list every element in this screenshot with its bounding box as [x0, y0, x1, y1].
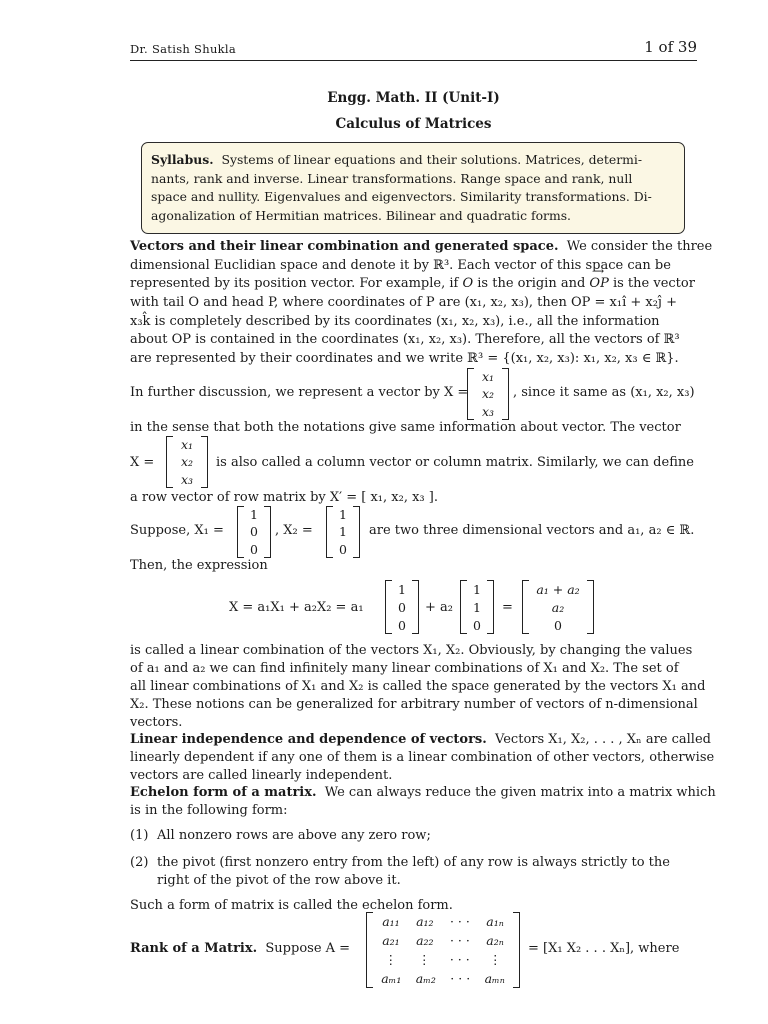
paragraph-line: a row vector of row matrix by X′ = [ x₁, x₂, x₃ ].: [130, 490, 438, 505]
matrix-entry: 1: [339, 524, 347, 540]
expr-matrix-3: [522, 580, 594, 634]
section-heading: Rank of a Matrix.: [130, 941, 258, 956]
syllabus-line: agonalization of Hermitian matrices. Bilinear and quadratic forms.: [151, 207, 571, 223]
matrix-entry: · · ·: [449, 933, 470, 948]
list-item: All nonzero rows are above any zero row;: [157, 828, 431, 843]
text: We consider the three: [566, 239, 713, 254]
paragraph-line: Then, the expression: [130, 558, 268, 573]
paragraph-line: all linear combinations of X₁ and X₂ is called the space generated by the vectors X₁ and: [130, 679, 706, 694]
matrix-entry: x₃: [180, 471, 194, 487]
math: O: [462, 276, 474, 291]
section-heading: Linear independence and dependence of vectors.: [130, 732, 487, 747]
column-vector-matrix: [166, 436, 208, 488]
text: [130, 941, 350, 956]
text: =: [502, 600, 513, 615]
vector-op: → OP: [589, 275, 608, 294]
matrix-entry: a₂₂: [416, 933, 434, 948]
syllabus-line: nants, rank and inverse. Linear transformations. Range space and rank, null: [151, 170, 633, 186]
syllabus-box: [141, 142, 685, 234]
matrix-entry: 0: [554, 617, 562, 633]
matrix-entry: 0: [250, 524, 258, 540]
matrix-entry: 0: [339, 541, 347, 557]
page-number: 1 of 39: [644, 38, 697, 56]
syllabus-text: Systems of linear equations and their solutions. Matrices, determi-: [221, 152, 643, 167]
paragraph-line: [130, 731, 711, 750]
matrix-entry: x₁: [481, 369, 495, 385]
matrix-entry: a₁ₙ: [486, 914, 504, 929]
text: Suppose A =: [265, 941, 351, 956]
equation-lhs: X = a₁X₁ + a₂X₂ = a₁: [229, 600, 364, 615]
x1-matrix: [237, 506, 271, 558]
text: Suppose, X₁ =: [130, 523, 224, 538]
text: Vectors X₁, X₂, . . . , Xₙ are called: [495, 732, 711, 747]
text: is the vector: [608, 276, 695, 291]
text: + a₂: [425, 600, 453, 615]
paragraph-line: with tail O and head P, where coordinates of P are (x₁, x₂, x₃), then OP = x₁î + x₂ĵ +: [130, 295, 677, 310]
text: We can always reduce the given matrix into a matrix which: [324, 785, 716, 800]
paragraph-line: [130, 238, 713, 257]
text: is also called a column vector or column matrix. Similarly, we can define: [216, 455, 694, 470]
matrix-entry: · · ·: [449, 952, 470, 967]
syllabus-line: [151, 151, 675, 170]
expr-matrix-1: [385, 580, 419, 634]
author-name: Dr. Satish Shukla: [130, 42, 237, 56]
matrix-entry: 0: [398, 599, 406, 615]
matrix-entry: 1: [250, 507, 258, 523]
matrix-entry: a₁₂: [416, 914, 434, 929]
rank-matrix: [366, 912, 520, 988]
matrix-entry: 1: [473, 581, 481, 597]
paragraph-line: Such a form of matrix is called the echelon form.: [130, 898, 453, 913]
text: , X₂ =: [275, 523, 313, 538]
matrix-entry: ⋮: [384, 952, 398, 967]
vector-matrix: [467, 368, 509, 420]
paragraph-line: vectors are called linearly independent.: [130, 768, 393, 783]
topic-title: Calculus of Matrices: [335, 116, 492, 132]
list-number: (2): [130, 855, 149, 870]
list-number: (1): [130, 828, 149, 843]
course-title: Engg. Math. II (Unit-I): [327, 90, 500, 106]
matrix-entry: 1: [473, 599, 481, 615]
paragraph-line: vectors.: [130, 715, 183, 730]
paragraph-line: [130, 784, 716, 803]
matrix-entry: · · ·: [450, 971, 471, 986]
matrix-entry: · · ·: [449, 914, 470, 929]
matrix-entry: x₁: [180, 437, 194, 453]
syllabus-line: space and nullity. Eigenvalues and eigenvectors. Similarity transformations. Di-: [151, 189, 652, 205]
paragraph-line: is in the following form:: [130, 803, 288, 818]
matrix-entry: aₘ₂: [415, 971, 436, 986]
text: represented by its position vector. For example, if: [130, 276, 463, 291]
paragraph-line: about OP is contained in the coordinates (x₁, x₂, x₃). Therefore, all the vectors of ℝ³: [130, 332, 680, 347]
text: = [X₁ X₂ . . . Xₙ], where: [528, 941, 680, 956]
matrix-entry: 1: [398, 581, 406, 597]
paragraph-line: x₃k̂ is completely described by its coordinates (x₁, x₂, x₃), i.e., all the information: [130, 313, 660, 329]
matrix-entry: aₘ₁: [381, 971, 402, 986]
paragraph-line: linearly dependent if any one of them is a linear combination of other vectors, otherwise: [130, 750, 715, 765]
paragraph-line: [130, 275, 697, 294]
matrix-entry: a₂₁: [382, 933, 400, 948]
matrix-entry: x₂: [481, 386, 495, 402]
paragraph-line: of a₁ and a₂ we can find infinitely many linear combinations of X₁ and X₂. The set of: [130, 661, 679, 676]
paragraph-line: in the sense that both the notations give same information about vector. The vector: [130, 420, 681, 435]
list-item-continued: right of the pivot of the row above it.: [157, 873, 401, 888]
syllabus-heading: Syllabus.: [151, 152, 214, 167]
matrix-entry: a₂ₙ: [486, 933, 504, 948]
text: , since it same as (x₁, x₂, x₃): [513, 385, 695, 400]
matrix-entry: x₃: [481, 403, 495, 419]
matrix-entry: a₁₁: [382, 914, 400, 929]
matrix-entry: aₘₙ: [484, 971, 505, 986]
section-heading: Echelon form of a matrix.: [130, 785, 317, 800]
matrix-entry: 0: [473, 617, 481, 633]
matrix-entry: x₂: [180, 454, 194, 470]
paragraph-line: X₂. These notions can be generalized for arbitrary number of vectors of n-dimensional: [130, 697, 698, 712]
matrix-entry: ⋮: [418, 952, 431, 967]
matrix-entry: 1: [339, 507, 347, 523]
matrix-entry: 0: [250, 541, 258, 557]
text: are two three dimensional vectors and a₁, a₂ ∈ ℝ.: [369, 523, 695, 538]
matrix-entry: ⋮: [488, 952, 502, 967]
paragraph-line: dimensional Euclidian space and denote it by ℝ³. Each vector of this space can be: [130, 257, 671, 273]
list-item: the pivot (first nonzero entry from the left) of any row is always strictly to the: [157, 855, 670, 870]
matrix-entry: a₂: [551, 599, 565, 615]
matrix-entry: a₁ + a₂: [536, 581, 580, 597]
paragraph-line: is called a linear combination of the vectors X₁, X₂. Obviously, by changing the values: [130, 643, 693, 658]
matrix-entry: 0: [398, 617, 406, 633]
text: In further discussion, we represent a vector by X =: [130, 385, 469, 400]
text: is the origin and: [473, 276, 590, 291]
x2-matrix: [326, 506, 360, 558]
expr-matrix-2: [460, 580, 494, 634]
header-rule: [130, 60, 697, 61]
section-heading: Vectors and their linear combination and generated space.: [130, 239, 559, 254]
paragraph-line: are represented by their coordinates and we write ℝ³ = {(x₁, x₂, x₃): x₁, x₂, x₃ ∈ ℝ}.: [130, 350, 679, 366]
text: X =: [130, 455, 155, 470]
